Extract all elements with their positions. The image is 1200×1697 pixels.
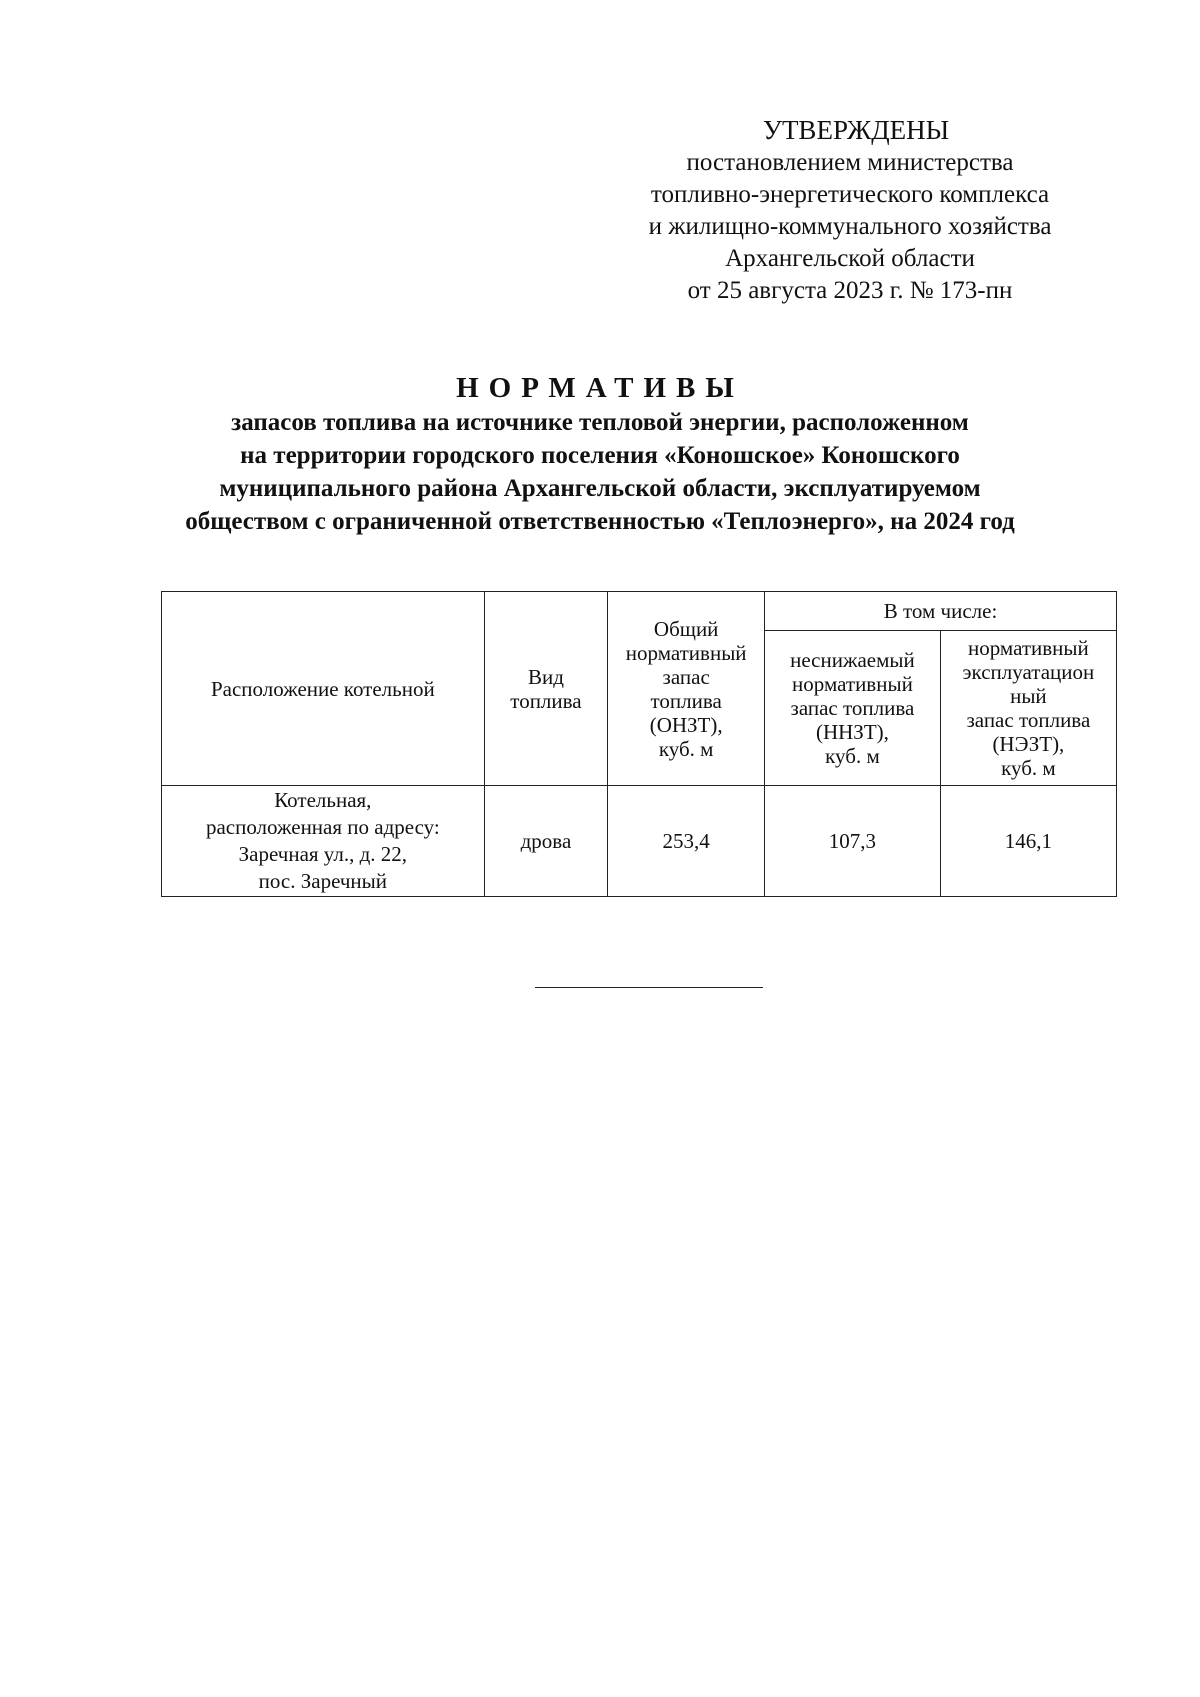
document-title: НОРМАТИВЫ: [456, 372, 744, 404]
approval-line: постановлением министерства: [686, 149, 1014, 176]
header-total-line: Общий: [653, 616, 719, 641]
header-nezt-line: нормативный: [968, 636, 1089, 660]
header-location: Расположение котельной: [162, 592, 485, 786]
approval-line: Архангельской области: [725, 245, 975, 272]
header-total-line: топлива: [650, 688, 722, 713]
header-nezt-line: запас топлива: [966, 708, 1091, 732]
location-line: расположенная по адресу:: [205, 815, 440, 839]
header-total-line: (ОНЗТ),: [649, 712, 723, 737]
cell-fuel: дрова: [484, 786, 608, 897]
header-fuel: [484, 592, 608, 786]
header-nezt-line: ный: [1010, 684, 1047, 708]
header-total-line: запас: [662, 664, 710, 689]
approval-line: топливно-энергетического комплекса: [650, 181, 1050, 208]
cell-total: 253,4: [608, 786, 765, 897]
subtitle-line: запасов топлива на источнике тепловой энергии, расположенном: [231, 409, 969, 436]
approval-title: УТВЕРЖДЕНЫ: [762, 115, 950, 145]
location-line: пос. Заречный: [258, 869, 388, 893]
header-including: В том числе:: [765, 592, 1117, 631]
norms-table: [161, 591, 1117, 897]
header-total-line: нормативный: [625, 640, 747, 665]
header-fuel-line: Вид: [527, 664, 564, 689]
approval-block: [600, 114, 1100, 307]
end-divider: [535, 987, 763, 988]
approval-date-line: от 25 августа 2023 г. № 173-пн: [687, 277, 1013, 304]
document-heading: [100, 370, 1100, 538]
header-nnzt-line: куб. м: [825, 744, 880, 768]
header-fuel-line: топлива: [510, 688, 582, 713]
header-nnzt: [765, 631, 941, 786]
cell-nezt: 146,1: [940, 786, 1116, 897]
subtitle-line: обществом с ограниченной ответственностью «Теплоэнерго», на 2024 год: [185, 508, 1015, 535]
subtitle-line: на территории городского поселения «Коношское» Коношского: [240, 442, 960, 469]
header-nezt-line: куб. м: [1001, 756, 1056, 780]
header-total: [608, 592, 765, 786]
header-nezt: [940, 631, 1116, 786]
table-row: [162, 786, 1117, 897]
header-nnzt-line: неснижаемый: [790, 648, 915, 672]
document-subtitle: [100, 406, 1100, 538]
header-nezt-line: эксплуатацион: [962, 660, 1095, 684]
header-nnzt-line: нормативный: [792, 672, 913, 696]
header-total-line: куб. м: [658, 736, 714, 761]
cell-nnzt: 107,3: [765, 786, 941, 897]
table-header-row: [162, 592, 1117, 631]
header-nnzt-line: (ННЗТ),: [815, 720, 889, 744]
header-nezt-line: (НЭЗТ),: [992, 732, 1065, 756]
subtitle-line: муниципального района Архангельской области, эксплуатируемом: [219, 475, 981, 502]
approval-line: и жилищно-коммунального хозяйства: [648, 213, 1052, 240]
header-nnzt-line: запас топлива: [790, 696, 915, 720]
location-line: Заречная ул., д. 22,: [238, 842, 408, 866]
cell-location: [162, 786, 485, 897]
location-line: Котельная,: [274, 788, 372, 812]
